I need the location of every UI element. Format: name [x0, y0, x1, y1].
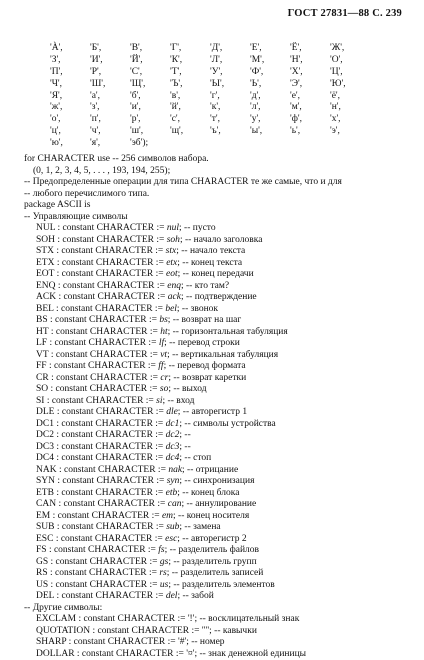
constant-value: eot	[166, 269, 178, 279]
constant-comment: разделитель элементов	[182, 580, 275, 590]
constant-type: : constant CHARACTER :=	[51, 384, 158, 394]
constant-comment: возврат на шаг	[182, 315, 242, 325]
control-char-declaration: FF : constant CHARACTER := ff; -- перевод формата	[24, 361, 414, 373]
constant-name: QUOTATION	[36, 626, 90, 636]
char-literal-cell	[250, 138, 290, 150]
control-char-declaration: DLE : constant CHARACTER := dle; -- авторегистр 1	[24, 407, 414, 419]
char-literal-cell: 'н',	[330, 102, 370, 114]
char-literal-cell: 'З',	[50, 55, 90, 67]
constant-type: : constant CHARACTER :=	[93, 626, 200, 636]
constant-name: SYN	[36, 476, 55, 486]
control-char-declaration: ETB : constant CHARACTER := etb; -- конец блока	[24, 488, 414, 500]
char-literal-cell: 'Е',	[250, 43, 290, 55]
char-literal-cell: 'Ф',	[250, 67, 290, 79]
char-literal-cell: 'М',	[250, 55, 290, 67]
constant-comment: подтверждение	[195, 292, 257, 302]
control-char-declaration: DC1 : constant CHARACTER := dc1; -- символы устройства	[24, 419, 414, 431]
constant-name: FS	[36, 545, 47, 555]
other-char-declaration: DOLLAR : constant CHARACTER := '¤'; -- знак денежной единицы	[24, 649, 414, 660]
constant-type: : constant CHARACTER :=	[57, 476, 164, 486]
control-character-list	[24, 223, 414, 603]
char-literal-cell: 'й',	[170, 102, 210, 114]
constant-type: : constant CHARACTER :=	[58, 499, 165, 509]
constant-comment: аннулирование	[195, 499, 256, 509]
for-character-clause: for CHARACTER use -- 256 символов набора.	[24, 154, 414, 166]
char-literal-cell: 'Ц',	[330, 67, 370, 79]
constant-comment: разделитель групп	[182, 557, 257, 567]
char-literal-cell: 'Ъ',	[170, 79, 210, 91]
constant-type: : constant CHARACTER :=	[56, 246, 163, 256]
control-char-declaration: SI : constant CHARACTER := si; -- вход	[24, 396, 414, 408]
constant-type: : constant CHARACTER :=	[77, 649, 184, 659]
char-literal-cell	[330, 138, 370, 150]
other-char-declaration: EXCLAM : constant CHARACTER := '!'; -- восклицательный знак	[24, 614, 414, 626]
constant-type: : constant CHARACTER :=	[56, 430, 163, 440]
constant-type: : constant CHARACTER :=	[51, 373, 158, 383]
char-literal-cell: 'П',	[50, 67, 90, 79]
control-char-declaration: FS : constant CHARACTER := fs; -- разделитель файлов	[24, 545, 414, 557]
char-literal-cell: 'т',	[210, 114, 250, 126]
char-literal-cell: 'ш',	[130, 126, 170, 138]
constant-value: so	[160, 384, 168, 394]
constant-type: : constant CHARACTER :=	[50, 315, 157, 325]
control-char-declaration: RS : constant CHARACTER := rs; -- разделитель записей	[24, 568, 414, 580]
constant-type: : constant CHARACTER :=	[50, 568, 157, 578]
control-chars-comment: -- Управляющие символы	[24, 212, 414, 224]
constant-type: : constant CHARACTER :=	[56, 442, 163, 452]
char-literal-cell: 'ь',	[290, 126, 330, 138]
char-literal-cell: 'Щ',	[130, 79, 170, 91]
char-literal-cell: 'в',	[170, 91, 210, 103]
constant-type: : constant CHARACTER :=	[56, 419, 163, 429]
constant-name: DOLLAR	[36, 649, 75, 659]
char-literal-cell: 'À',	[50, 43, 90, 55]
constant-name: ETX	[36, 258, 54, 268]
constant-comment: конец текста	[191, 258, 242, 268]
constant-value: em	[162, 511, 173, 521]
char-literal-cell: 'И',	[90, 55, 130, 67]
constant-name: DLE	[36, 407, 54, 417]
constant-type: : constant CHARACTER :=	[49, 338, 156, 348]
control-char-declaration: SUB : constant CHARACTER := sub; -- замена	[24, 522, 414, 534]
char-literal-cell: 'ъ',	[210, 126, 250, 138]
char-literal-cell: 'Н',	[290, 55, 330, 67]
constant-name: ENQ	[36, 281, 56, 291]
control-char-declaration: VT : constant CHARACTER := vt; -- вертикальная табуляция	[24, 350, 414, 362]
constant-name: BEL	[36, 304, 54, 314]
constant-name: DC4	[36, 453, 54, 463]
constant-value: '¤'	[186, 649, 194, 659]
constant-value: rs	[159, 568, 166, 578]
constant-name: ETB	[36, 488, 54, 498]
constant-type: : constant CHARACTER :=	[49, 545, 156, 555]
page-header: ГОСТ 27831—88 С. 239	[288, 8, 402, 19]
char-literal-cell: 'эб');	[130, 138, 170, 150]
control-char-declaration: SOH : constant CHARACTER := soh; -- начало заголовка	[24, 235, 414, 247]
constant-value: cr	[160, 373, 168, 383]
char-literal-cell: 'К',	[170, 55, 210, 67]
char-literal-cell: 'Х',	[290, 67, 330, 79]
control-char-declaration: BS : constant CHARACTER := bs; -- возврат на шаг	[24, 315, 414, 327]
constant-type: : constant CHARACTER :=	[57, 258, 164, 268]
char-literal-cell: 'Т',	[170, 67, 210, 79]
constant-value: dc1	[166, 419, 180, 429]
control-char-declaration: ACK : constant CHARACTER := ack; -- подтверждение	[24, 292, 414, 304]
control-char-declaration: DC3 : constant CHARACTER := dc3; --	[24, 442, 414, 454]
other-character-list	[24, 614, 414, 660]
constant-value: gs	[160, 557, 168, 567]
constant-type: : constant CHARACTER :=	[58, 223, 165, 233]
char-literal-cell: 'Б',	[90, 43, 130, 55]
char-literal-cell: 'Я',	[50, 91, 90, 103]
constant-value: sub	[166, 522, 179, 532]
constant-name: SUB	[36, 522, 54, 532]
constant-type: : constant CHARACTER :=	[56, 453, 163, 463]
char-literal-cell: 'О',	[330, 55, 370, 67]
constant-comment: забой	[191, 591, 214, 601]
constant-value: esc	[165, 534, 177, 544]
constant-type: : constant CHARACTER :=	[57, 235, 164, 245]
control-char-declaration: ESC : constant CHARACTER := esc; -- авторегистр 2	[24, 534, 414, 546]
constant-name: HT	[36, 327, 49, 337]
constant-name: CAN	[36, 499, 56, 509]
constant-value: stx	[166, 246, 177, 256]
char-literal-cell: 'Ж',	[330, 43, 370, 55]
constant-type: : constant CHARACTER :=	[51, 557, 158, 567]
constant-name: ESC	[36, 534, 53, 544]
char-literal-cell: 'ц',	[50, 126, 90, 138]
constant-comment: конец блока	[191, 488, 239, 498]
constant-name: SHARP	[36, 637, 66, 647]
constant-value: bel	[165, 304, 177, 314]
constant-comment: авторегистр 2	[191, 534, 247, 544]
constant-name: NAK	[36, 465, 57, 475]
char-literal-cell: 'е',	[290, 91, 330, 103]
control-char-declaration: NUL : constant CHARACTER := nul; -- пусто	[24, 223, 414, 235]
char-literal-cell: 'Ш',	[90, 79, 130, 91]
constant-value: ht	[160, 327, 167, 337]
constant-comment: восклицательный знак	[208, 614, 299, 624]
constant-value: can	[168, 499, 182, 509]
constant-comment: конец передачи	[191, 269, 253, 279]
char-literal-cell: 'Ь',	[250, 79, 290, 91]
char-literal-cell: 'Л',	[210, 55, 250, 67]
constant-name: DEL	[36, 591, 54, 601]
constant-name: SOH	[36, 235, 55, 245]
control-char-declaration: STX : constant CHARACTER := stx; -- начало текста	[24, 246, 414, 258]
constant-comment: синхронизация	[193, 476, 254, 486]
control-char-declaration: LF : constant CHARACTER := lf; -- перевод строки	[24, 338, 414, 350]
constant-comment: символы устройства	[193, 419, 276, 429]
char-literal-cell: 'з',	[90, 102, 130, 114]
constant-comment: разделитель записей	[180, 568, 263, 578]
char-literal-cell: 'ю',	[50, 138, 90, 150]
constant-type: : constant CHARACTER :=	[56, 534, 163, 544]
constant-type: : constant CHARACTER :=	[56, 488, 163, 498]
constant-name: DC2	[36, 430, 54, 440]
constant-comment: конец носителя	[187, 511, 250, 521]
char-literal-cell: 'Ю',	[330, 79, 370, 91]
char-literal-cell: 'и',	[130, 102, 170, 114]
char-literal-cell: 'Д',	[210, 43, 250, 55]
predefined-ops-comment-line-1: -- Предопределенные операции для типа CHARACTER те же самые, что и для	[24, 177, 414, 189]
constant-comment: начало текста	[190, 246, 245, 256]
constant-value: etx	[166, 258, 177, 268]
other-chars-comment: -- Другие символы:	[24, 603, 414, 615]
char-literal-cell: 'р',	[130, 114, 170, 126]
ada-package-listing	[24, 154, 414, 660]
constant-value: '"'	[202, 626, 209, 636]
other-char-declaration: SHARP : constant CHARACTER := '#'; -- номер	[24, 637, 414, 649]
char-literal-cell: 'Э',	[290, 79, 330, 91]
char-literal-cell: 'У',	[210, 67, 250, 79]
constant-type: : constant CHARACTER :=	[69, 637, 176, 647]
constant-value: soh	[167, 235, 180, 245]
constant-comment: номер	[200, 637, 225, 647]
char-literal-cell: 'п',	[90, 114, 130, 126]
constant-value: vt	[160, 350, 167, 360]
constant-value: si	[156, 396, 162, 406]
constant-value: fs	[158, 545, 164, 555]
constant-comment: кавычки	[223, 626, 257, 636]
char-literal-cell: 'х',	[330, 114, 370, 126]
constant-type: : constant CHARACTER :=	[57, 522, 164, 532]
control-char-declaration: US : constant CHARACTER := us; -- разделитель элементов	[24, 580, 414, 592]
char-literal-cell	[290, 138, 330, 150]
constant-type: : constant CHARACTER :=	[49, 361, 156, 371]
constant-comment: перевод формата	[177, 361, 245, 371]
constant-name: SO	[36, 384, 48, 394]
constant-type: : constant CHARACTER :=	[51, 350, 158, 360]
constant-name: BS	[36, 315, 48, 325]
char-literal-cell: 'ф',	[290, 114, 330, 126]
char-literal-cell: 'С',	[130, 67, 170, 79]
constant-type: : constant CHARACTER :=	[53, 511, 160, 521]
constant-value: enq	[167, 281, 181, 291]
predefined-ops-comment-line-2: -- любого перечислимого типа.	[24, 189, 414, 201]
constant-name: DC1	[36, 419, 54, 429]
constant-type: : constant CHARACTER :=	[58, 292, 165, 302]
constant-type: : constant CHARACTER :=	[79, 614, 186, 624]
control-char-declaration: SYN : constant CHARACTER := syn; -- синхронизация	[24, 476, 414, 488]
char-literal-cell: 'Ё',	[290, 43, 330, 55]
constant-type: : constant CHARACTER :=	[57, 591, 164, 601]
constant-name: ACK	[36, 292, 56, 302]
char-literal-cell: 'Р',	[90, 67, 130, 79]
constant-comment: отрицание	[196, 465, 238, 475]
constant-name: EXCLAM	[36, 614, 76, 624]
constant-value: us	[160, 580, 168, 590]
char-literal-cell: 'ч',	[90, 126, 130, 138]
char-literal-cell: 'д',	[250, 91, 290, 103]
constant-comment: пусто	[193, 223, 216, 233]
char-literal-cell	[170, 138, 210, 150]
control-char-declaration: HT : constant CHARACTER := ht; -- горизонтальная табуляция	[24, 327, 414, 339]
constant-value: bs	[159, 315, 167, 325]
control-char-declaration: EM : constant CHARACTER := em; -- конец носителя	[24, 511, 414, 523]
char-literal-cell: 'В',	[130, 43, 170, 55]
constant-comment: вход	[176, 396, 194, 406]
char-literal-cell: 'г',	[210, 91, 250, 103]
constant-value: dle	[166, 407, 178, 417]
char-literal-cell: 'б',	[130, 91, 170, 103]
char-literal-cell: 'с',	[170, 114, 210, 126]
constant-comment: горизонтальная табуляция	[181, 327, 287, 337]
constant-name: EOT	[36, 269, 54, 279]
constant-name: CR	[36, 373, 49, 383]
char-literal-cell: 'о',	[50, 114, 90, 126]
control-char-declaration: DC4 : constant CHARACTER := dc4; -- стоп	[24, 453, 414, 465]
char-literal-cell: 'Й',	[130, 55, 170, 67]
constant-type: : constant CHARACTER :=	[57, 407, 164, 417]
constant-type: : constant CHARACTER :=	[58, 281, 165, 291]
control-char-declaration: BEL : constant CHARACTER := bel; -- звонок	[24, 304, 414, 316]
constant-comment: вертикальная табуляция	[181, 350, 278, 360]
char-literal-cell: 'л',	[250, 102, 290, 114]
constant-value: dc4	[166, 453, 180, 463]
control-char-declaration: CAN : constant CHARACTER := can; -- аннулирование	[24, 499, 414, 511]
constant-value: nul	[167, 223, 179, 233]
control-char-declaration: DC2 : constant CHARACTER := dc2; --	[24, 430, 414, 442]
char-literal-cell: 'у',	[250, 114, 290, 126]
constant-comment: возврат каретки	[182, 373, 246, 383]
constant-type: : constant CHARACTER :=	[59, 465, 166, 475]
constant-comment: звонок	[191, 304, 218, 314]
constant-comment: разделитель файлов	[178, 545, 259, 555]
char-literal-cell: 'я',	[90, 138, 130, 150]
char-literal-cell	[210, 138, 250, 150]
char-literal-cell: 'ы',	[250, 126, 290, 138]
control-char-declaration: CR : constant CHARACTER := cr; -- возврат каретки	[24, 373, 414, 385]
constant-name: LF	[36, 338, 47, 348]
char-literal-cell: 'щ',	[170, 126, 210, 138]
constant-name: US	[36, 580, 48, 590]
constant-value: dc3	[166, 442, 180, 452]
constant-value: ff	[158, 361, 163, 371]
constant-comment: перевод строки	[178, 338, 240, 348]
constant-name: VT	[36, 350, 49, 360]
constant-name: SI	[36, 396, 44, 406]
constant-type: : constant CHARACTER :=	[51, 327, 158, 337]
constant-value: nak	[168, 465, 182, 475]
constant-value: syn	[167, 476, 180, 486]
constant-name: EM	[36, 511, 50, 521]
control-char-declaration: ENQ : constant CHARACTER := enq; -- кто там?	[24, 281, 414, 293]
constant-type: : constant CHARACTER :=	[56, 304, 163, 314]
control-char-declaration: ETX : constant CHARACTER := etx; -- конец текста	[24, 258, 414, 270]
other-char-declaration: QUOTATION : constant CHARACTER := '"'; -- кавычки	[24, 626, 414, 638]
constant-comment: замена	[193, 522, 221, 532]
constant-name: RS	[36, 568, 48, 578]
package-declaration: package ASCII is	[24, 200, 414, 212]
control-char-declaration: DEL : constant CHARACTER := del; -- забой	[24, 591, 414, 603]
constant-comment: кто там?	[195, 281, 229, 291]
char-literal-cell: 'Г',	[170, 43, 210, 55]
constant-name: DC3	[36, 442, 54, 452]
constant-type: : constant CHARACTER :=	[57, 269, 164, 279]
char-literal-cell: 'а',	[90, 91, 130, 103]
constant-name: GS	[36, 557, 48, 567]
constant-name: STX	[36, 246, 54, 256]
control-char-declaration: NAK : constant CHARACTER := nak; -- отрицание	[24, 465, 414, 477]
char-literal-cell: 'э',	[330, 126, 370, 138]
constant-comment: знак денежной единицы	[208, 649, 306, 659]
constant-value: etb	[166, 488, 178, 498]
constant-type: : constant CHARACTER :=	[51, 580, 158, 590]
constant-name: NUL	[36, 223, 55, 233]
character-code-range: (0, 1, 2, 3, 4, 5, . . . , 193, 194, 255);	[24, 166, 414, 178]
control-char-declaration: SO : constant CHARACTER := so; -- выход	[24, 384, 414, 396]
char-literal-cell: 'ё',	[330, 91, 370, 103]
char-literal-cell: 'к',	[210, 102, 250, 114]
constant-type: : constant CHARACTER :=	[47, 396, 154, 406]
constant-value: lf	[159, 338, 164, 348]
constant-value: ack	[168, 292, 181, 302]
char-literal-cell: 'м',	[290, 102, 330, 114]
char-literal-cell: 'Ы',	[210, 79, 250, 91]
constant-value: '!'	[188, 614, 195, 624]
control-char-declaration: GS : constant CHARACTER := gs; -- разделитель групп	[24, 557, 414, 569]
control-char-declaration: EOT : constant CHARACTER := eot; -- конец передачи	[24, 269, 414, 281]
char-literal-cell: 'Ч',	[50, 79, 90, 91]
constant-value: '#'	[178, 637, 186, 647]
constant-comment: стоп	[193, 453, 211, 463]
char-literal-cell: 'ж',	[50, 102, 90, 114]
constant-value: del	[166, 591, 178, 601]
constant-name: FF	[36, 361, 47, 371]
constant-value: dc2	[166, 430, 180, 440]
character-literal-table	[50, 43, 370, 150]
constant-comment: авторегистр 1	[192, 407, 248, 417]
constant-comment: выход	[182, 384, 207, 394]
constant-comment: начало заголовка	[194, 235, 263, 245]
